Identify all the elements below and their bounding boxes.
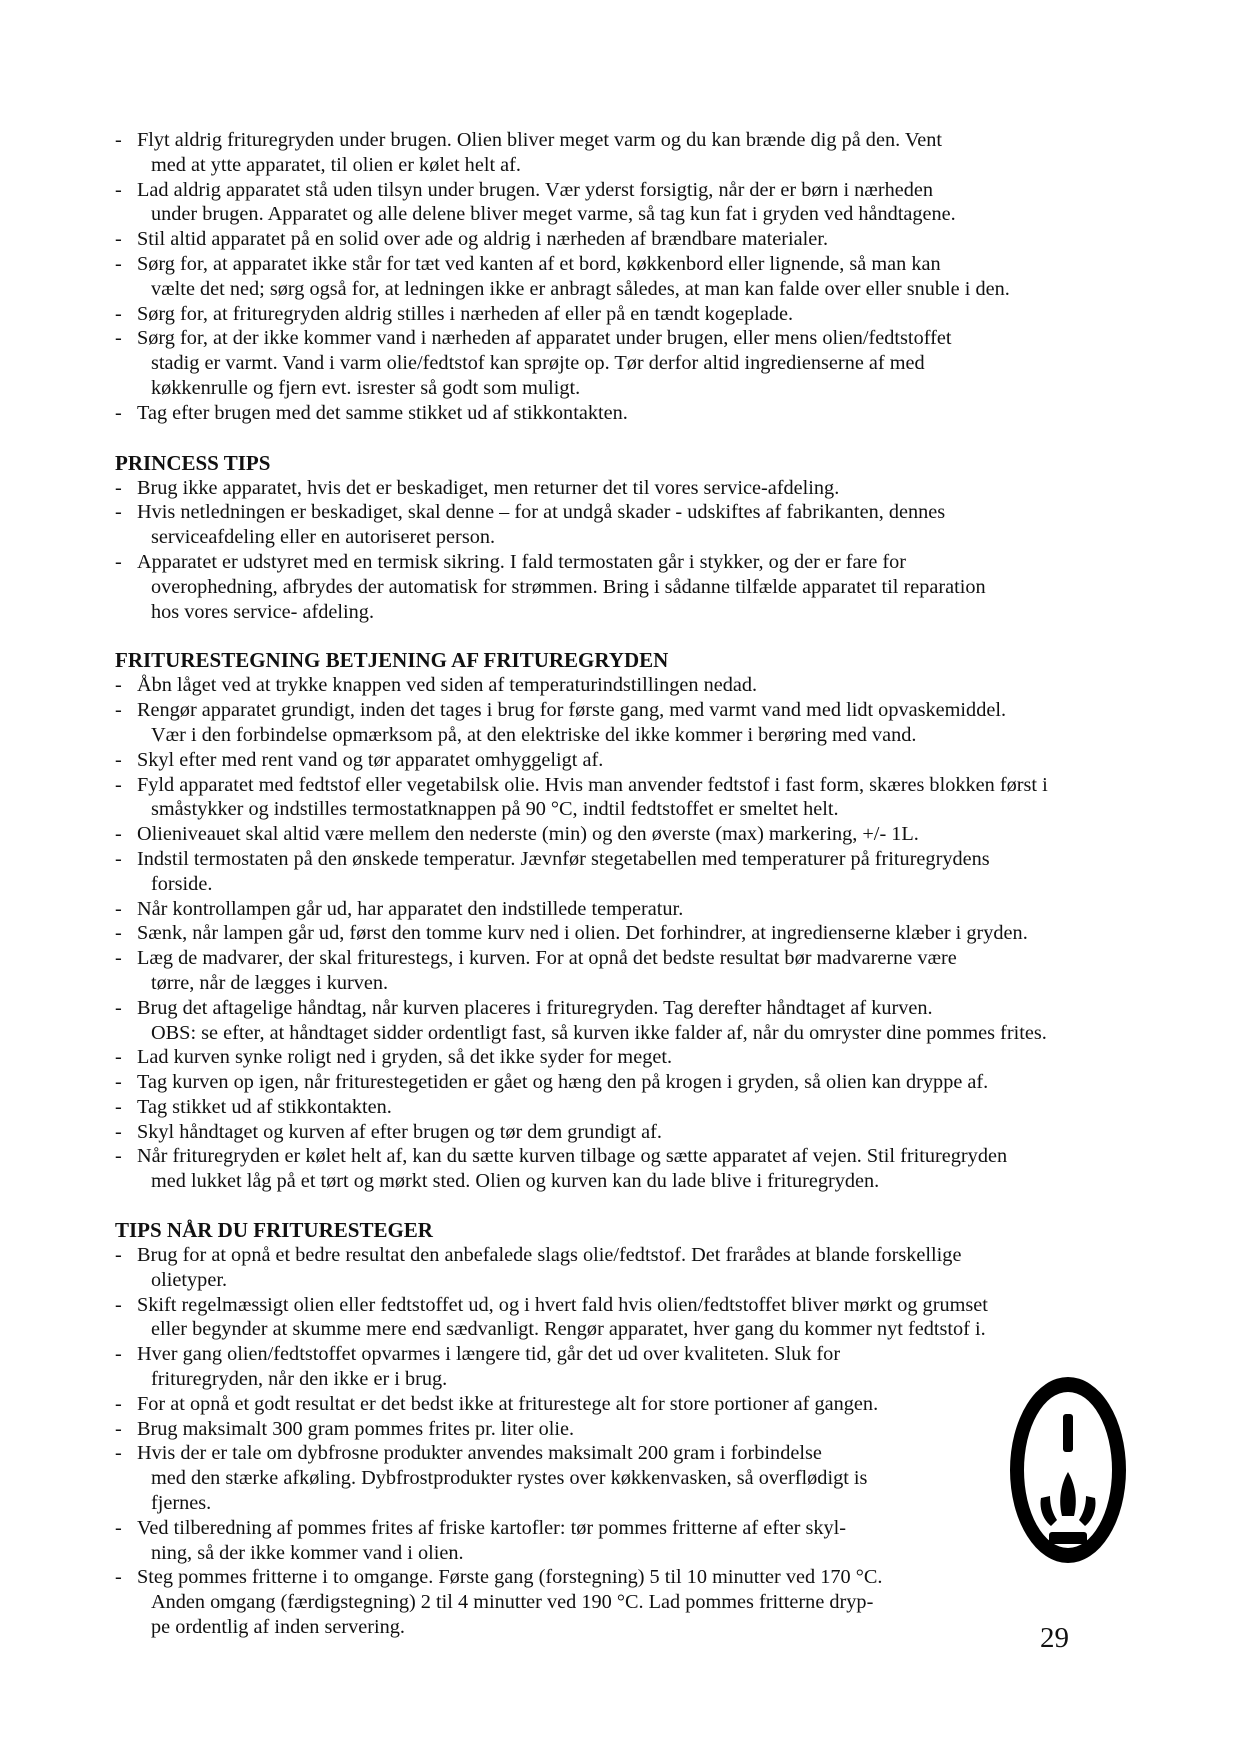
item-line: Sænk, når lampen går ud, først den tomme kurv ned i olien. Det forhindrer, at ingredienserne klæber i gryden. [137,922,1028,945]
list-item [115,500,1125,550]
item-line: Sørg for, at apparatet ikke står for tæt ved kanten af et bord, køkkenbord eller lignende, så man kan [137,252,941,275]
list-item-text [137,996,1125,1046]
bullet-dash: - [115,1244,122,1267]
item-line-continued: køkkenrulle og fjern evt. isrester så godt som muligt. [151,376,581,399]
item-line: Olieniveauet skal altid være mellem den nederste (min) og den øverste (max) markering, +/- 1L. [137,823,919,846]
list-item [115,1417,1007,1442]
list-item [115,476,1125,501]
list-item-text [137,921,1125,946]
list-item-text [137,1095,1125,1120]
item-line: Lad aldrig apparatet stå uden tilsyn under brugen. Vær yderst forsigtig, når der er børn i nærheden [137,178,933,201]
tips-list [115,1243,1125,1640]
item-line-continued: pe ordentlig af inden servering. [151,1616,405,1639]
item-line: Tag efter brugen med det samme stikket ud af stikkontakten. [137,401,628,424]
item-line: Brug for at opnå et bedre resultat den anbefalede slags olie/fedtstof. Det frarådes at blande forskellige [137,1244,962,1267]
list-item-text [137,673,1125,698]
item-line: Flyt aldrig frituregryden under brugen. Olien bliver meget varm og du kan brænde dig på den. Vent [137,129,943,151]
list-item [115,1144,1125,1194]
bullet-dash: - [115,748,122,771]
item-line: Brug det aftagelige håndtag, når kurven placeres i frituregryden. Tag derefter håndtaget af kurven. [137,996,933,1019]
list-item [115,1293,1007,1343]
list-item [115,673,1125,698]
item-line-continued: stadig er varmt. Vand i varm olie/fedtstof kan sprøjte op. Tør derfor altid ingredienserne af med [151,352,925,375]
item-line-continued: under brugen. Apparatet og alle delene bliver meget varme, så tag kun fat i gryden ved håndtagene. [151,203,956,226]
list-item [115,921,1125,946]
item-line: Sørg for, at der ikke kommer vand i nærheden af apparatet under brugen, eller mens olien/fedtstoffet [137,327,952,350]
list-item-text [137,897,1125,922]
list-item [115,996,1125,1046]
bullet-dash: - [115,773,122,796]
list-item [115,1120,1125,1145]
list-item [115,822,1125,847]
intro-list [115,128,1125,426]
list-item-text [137,1565,1007,1639]
list-item-text [137,227,1125,252]
list-item [115,326,1125,400]
list-item-text [137,500,1125,550]
item-line: Tag stikket ud af stikkontakten. [137,1095,392,1118]
item-line: For at opnå et godt resultat er det bedst ikke at friturestege alt for store portioner af gangen. [137,1392,879,1415]
tips-heading: TIPS NÅR DU FRITURESTEGER [115,1218,433,1243]
list-item [115,773,1125,823]
list-item [115,1441,1007,1515]
princess-tips-heading: PRINCESS TIPS [115,450,271,475]
bullet-dash: - [115,178,122,201]
list-item-text [137,302,1125,327]
list-item [115,550,1125,624]
item-line: Ved tilberedning af pommes frites af friske kartofler: tør pommes fritterne af efter skyl- [137,1516,847,1539]
item-line: Indstil termostaten på den ønskede temperatur. Jævnfør stegetabellen med temperaturer på frituregrydens [137,847,990,870]
item-line: Brug ikke apparatet, hvis det er beskadiget, men returner det til vores service-afdeling. [137,476,840,499]
list-item-text [137,1120,1125,1145]
list-item-text [137,550,1125,624]
list-item [115,302,1125,327]
bullet-dash: - [115,1516,122,1539]
list-item [115,1392,1007,1417]
tips-section [115,1217,1125,1640]
item-line: Åbn låget ved at trykke knappen ved siden af temperaturindstillingen nedad. [137,674,758,697]
bullet-dash: - [115,674,122,697]
betjening-heading: FRITURESTEGNING BETJENING AF FRITUREGRYDEN [115,648,669,673]
bullet-dash: - [115,1392,122,1415]
bullet-dash: - [115,1343,122,1366]
bullet-dash: - [115,129,122,151]
list-item-text [137,1293,1007,1343]
bullet-dash: - [115,1120,122,1143]
list-item-text [137,178,1125,228]
bullet-dash: - [115,1145,122,1168]
item-line-continued: serviceafdeling eller en autoriseret person. [151,526,496,549]
princess-crown-logo-icon [1003,1370,1133,1570]
list-item [115,128,1125,178]
item-line-continued: vælte det ned; sørg også for, at ledningen ikke er anbragt således, at man kan falde over eller snuble i den. [151,277,1010,300]
list-item [115,1095,1125,1120]
list-item-text [137,1516,1007,1566]
list-item [115,698,1125,748]
bullet-dash: - [115,1046,122,1069]
item-line: Skyl efter med rent vand og tør apparatet omhyggeligt af. [137,748,604,771]
list-item [115,401,1125,426]
item-line: Apparatet er udstyret med en termisk sikring. I fald termostaten går i stykker, og der er fare for [137,550,907,573]
bullet-dash: - [115,947,122,970]
list-item-text [137,1070,1125,1095]
list-item [115,178,1125,228]
list-item-text [137,1243,1007,1293]
item-line-continued: olietyper. [151,1268,228,1291]
item-line: Læg de madvarer, der skal friturestegs, i kurven. For at opnå det bedste resultat bør madvarerne være [137,947,957,970]
list-item [115,1516,1007,1566]
bullet-dash: - [115,1417,122,1440]
item-line-continued: med at ytte apparatet, til olien er kølet helt af. [151,153,521,176]
item-line-continued: fjernes. [151,1492,212,1515]
bullet-dash: - [115,823,122,846]
list-item-text [137,748,1125,773]
princess-tips-list [115,476,1125,625]
bullet-dash: - [115,550,122,573]
list-item-text [137,946,1125,996]
list-item [115,897,1125,922]
list-item-text [137,1392,1007,1417]
list-item-text [137,1417,1007,1442]
list-item-text [137,1342,1007,1392]
list-item-text [137,773,1125,823]
list-item [115,946,1125,996]
list-item [115,847,1125,897]
list-item-text [137,822,1125,847]
bullet-dash: - [115,1566,122,1589]
page-number: 29 [1040,1622,1069,1654]
list-item [115,748,1125,773]
item-line: Stil altid apparatet på en solid over ade og aldrig i nærheden af brændbare materialer. [137,228,829,251]
list-item-text [137,401,1125,426]
bullet-dash: - [115,699,122,722]
item-line: Hver gang olien/fedtstoffet opvarmes i længere tid, går det ud over kvaliteten. Sluk for [137,1343,841,1366]
item-line-continued: med lukket låg på et tørt og mørkt sted. Olien og kurven kan du lade blive i frituregryden. [151,1170,880,1193]
item-line-continued: OBS: se efter, at håndtaget sidder ordentligt fast, så kurven ikke falder af, når du omryster dine pommes frites. [151,1021,1047,1044]
bullet-dash: - [115,302,122,325]
bullet-dash: - [115,1442,122,1465]
item-line: Fyld apparatet med fedtstof eller vegetabilsk olie. Hvis man anvender fedtstof i fast form, skæres blokken først i [137,773,1048,796]
list-item [115,1565,1007,1639]
bullet-dash: - [115,476,122,499]
item-line: Steg pommes fritterne i to omgange. Første gang (forstegning) 5 til 10 minutter ved 170 °C. [137,1566,883,1589]
item-line: Skift regelmæssigt olien eller fedtstoffet ud, og i hvert fald hvis olien/fedtstoffet bliver mørkt og grumset [137,1293,988,1316]
list-item-text [137,847,1125,897]
item-line: Sørg for, at frituregryden aldrig stilles i nærheden af eller på en tændt kogeplade. [137,302,794,325]
bullet-dash: - [115,1071,122,1094]
item-line: Hvis netledningen er beskadiget, skal denne – for at undgå skader - udskiftes af fabrikanten, dennes [137,501,946,524]
bullet-dash: - [115,1095,122,1118]
item-line: Lad kurven synke roligt ned i gryden, så det ikke syder for meget. [137,1046,673,1069]
item-line: Hvis der er tale om dybfrosne produkter anvendes maksimalt 200 gram i forbindelse [137,1442,822,1465]
item-line-continued: småstykker og indstilles termostatknappen på 90 °C, indtil fedtstoffet er smeltet helt. [151,798,839,821]
list-item [115,1070,1125,1095]
document-page [115,128,1125,1640]
bullet-dash: - [115,327,122,350]
item-line-continued: forside. [151,872,213,895]
list-item-text [137,1045,1125,1070]
list-item-text [137,128,1125,178]
item-line-continued: eller begynder at skumme mere end sædvanligt. Rengør apparatet, hver gang du kommer nyt fedtstof i. [151,1318,986,1341]
list-item-text [137,698,1125,748]
bullet-dash: - [115,996,122,1019]
princess-tips-section [115,450,1125,625]
list-item [115,252,1125,302]
bullet-dash: - [115,922,122,945]
item-line-continued: frituregryden, når den ikke er i brug. [151,1368,448,1391]
bullet-dash: - [115,252,122,275]
betjening-section [115,647,1125,1194]
item-line-continued: Anden omgang (færdigstegning) 2 til 4 minutter ved 190 °C. Lad pommes fritterne dryp- [151,1591,874,1614]
betjening-list [115,673,1125,1194]
bullet-dash: - [115,401,122,424]
item-line-continued: med den stærke afkøling. Dybfrostprodukter rystes over køkkenvasken, så overflødigt is [151,1467,868,1490]
item-line: Rengør apparatet grundigt, inden det tages i brug for første gang, med varmt vand med lidt opvaskemiddel. [137,699,1007,722]
item-line: Når frituregryden er kølet helt af, kan du sætte kurven tilbage og sætte apparatet af vejen. Stil frituregryden [137,1145,1008,1168]
bullet-dash: - [115,1293,122,1316]
list-item-text [137,1144,1125,1194]
item-line: Tag kurven op igen, når friturestegetiden er gået og hæng den på krogen i gryden, så olien kan dryppe af. [137,1071,989,1094]
item-line: Når kontrollampen går ud, har apparatet den indstillede temperatur. [137,897,684,920]
list-item [115,227,1125,252]
bullet-dash: - [115,897,122,920]
list-item-text [137,476,1125,501]
bullet-dash: - [115,847,122,870]
item-line-continued: ning, så der ikke kommer vand i olien. [151,1541,464,1564]
item-line: Skyl håndtaget og kurven af efter brugen og tør dem grundigt af. [137,1120,662,1143]
bullet-dash: - [115,501,122,524]
bullet-dash: - [115,228,122,251]
item-line-continued: overophedning, afbrydes der automatisk for strømmen. Bring i sådanne tilfælde apparatet til reparation [151,575,986,598]
list-item-text [137,326,1125,400]
item-line: Brug maksimalt 300 gram pommes frites pr. liter olie. [137,1417,575,1440]
item-line-continued: hos vores service- afdeling. [151,600,375,623]
item-line-continued: Vær i den forbindelse opmærksom på, at den elektriske del ikke kommer i berøring med vand. [151,723,917,746]
list-item [115,1342,1007,1392]
list-item-text [137,252,1125,302]
list-item [115,1243,1007,1293]
list-item [115,1045,1125,1070]
item-line-continued: tørre, når de lægges i kurven. [151,971,389,994]
list-item-text [137,1441,1007,1515]
